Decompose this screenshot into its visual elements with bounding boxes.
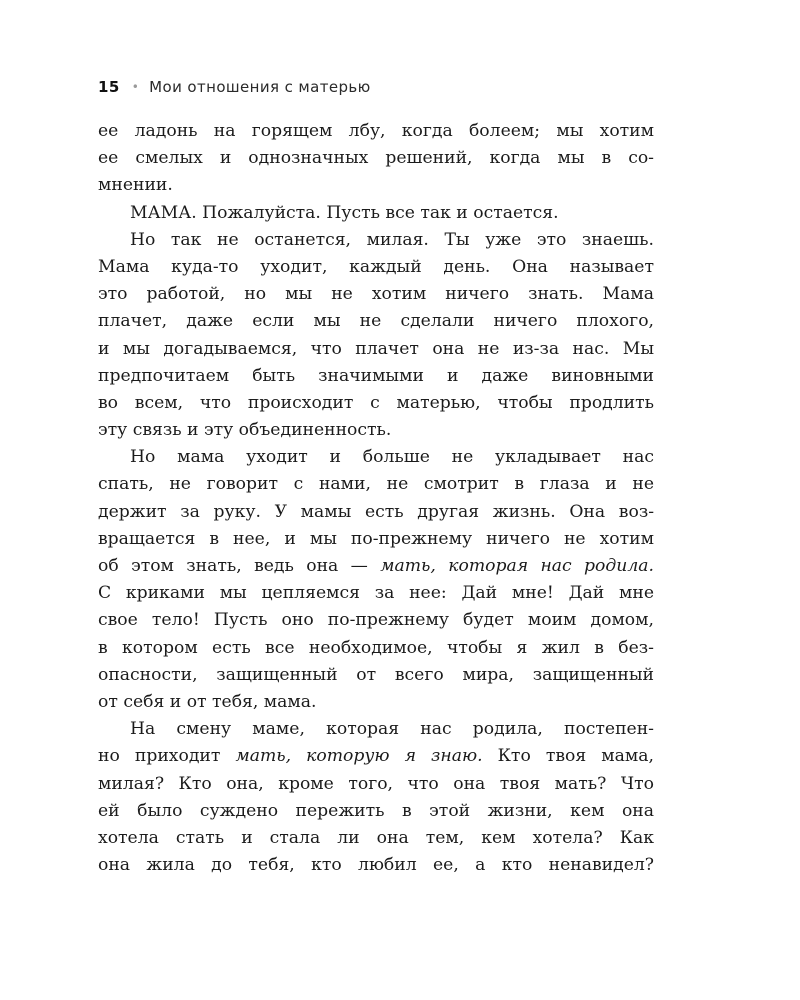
text-line: от себя и от тебя, мама. xyxy=(98,691,317,712)
text-line: хотела стать и стала ли она тем, кем хотела? Как xyxy=(98,827,654,848)
text-line-dialogue: МАМА. Пожалуйста. Пусть все так и остается. xyxy=(130,202,559,223)
text-line: опасности, защищенный от всего мира, защищенный xyxy=(98,664,654,685)
text-line: это работой, но мы не хотим ничего знать. Мама xyxy=(98,284,654,305)
text-line: ее ладонь на горящем лбу, когда болеем; мы хотим xyxy=(98,121,654,141)
text-line: во всем, что происходит с матерью, чтобы продлить xyxy=(98,392,654,413)
text-line xyxy=(98,743,654,770)
italic-phrase: мать, которая нас родила. xyxy=(380,556,654,576)
text-line: свое тело! Пусть оно по-прежнему будет моим домом, xyxy=(98,610,654,631)
text-line: и мы догадываемся, что плачет она не из-за нас. Мы xyxy=(98,338,654,359)
text-line: милая? Кто она, кроме того, что она твоя мать? Что xyxy=(98,773,654,794)
text-line: ее смелых и однозначных решений, когда мы в со- xyxy=(98,148,654,169)
running-head xyxy=(98,78,371,96)
text-line: в котором есть все необходимое, чтобы я жил в без- xyxy=(98,637,654,658)
page-number: 15 xyxy=(98,78,120,96)
text-line: Но мама уходит и больше не укладывает нас xyxy=(130,447,654,468)
chapter-title: Мои отношения с матерью xyxy=(149,78,371,96)
text-line: держит за руку. У мамы есть другая жизнь. Она воз- xyxy=(98,501,654,522)
text-line-trail: Кто твоя мама, xyxy=(482,746,654,767)
header-separator: • xyxy=(131,80,140,94)
text-line: она жила до тебя, кто любил ее, а кто ненавидел? xyxy=(98,855,654,876)
body-text xyxy=(98,118,654,879)
text-line: мнении. xyxy=(98,175,173,196)
text-line: спать, не говорит с нами, не смотрит в глаза и не xyxy=(98,474,654,495)
text-line: эту связь и эту объединенность. xyxy=(98,420,392,441)
text-line xyxy=(98,553,654,580)
text-line: С криками мы цепляемся за нее: Дай мне! Дай мне xyxy=(98,583,654,604)
text-line: плачет, даже если мы не сделали ничего плохого, xyxy=(98,311,654,332)
text-line: На смену маме, которая нас родила, постепен- xyxy=(130,719,654,740)
italic-phrase: мать, которую я знаю. xyxy=(235,746,483,767)
text-line-lead: об этом знать, ведь она — xyxy=(98,556,381,576)
text-line: ей было суждено пережить в этой жизни, кем она xyxy=(98,800,654,821)
text-line: Но так не останется, милая. Ты уже это знаешь. xyxy=(130,229,654,250)
text-line: вращается в нее, и мы по-прежнему ничего не хотим xyxy=(98,528,654,549)
text-line: Мама куда-то уходит, каждый день. Она называет xyxy=(98,256,654,277)
text-line-lead: но приходит xyxy=(98,746,236,767)
text-line: предпочитаем быть значимыми и даже виновными xyxy=(98,365,654,386)
